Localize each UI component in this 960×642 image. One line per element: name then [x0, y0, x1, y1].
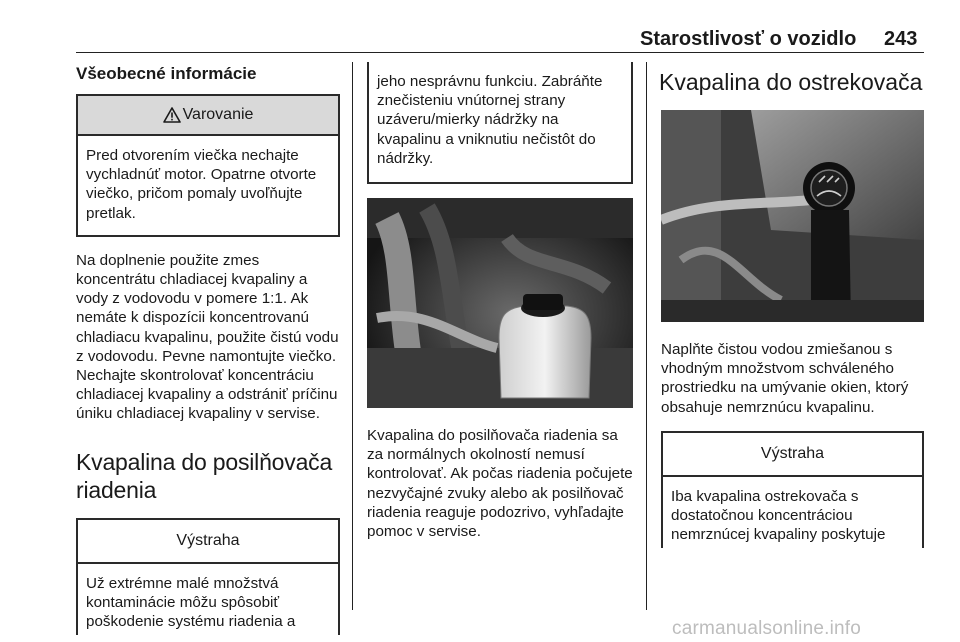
section-heading-washer-fluid: Kvapalina do ostrekovača	[659, 69, 923, 95]
column-divider-2	[646, 62, 647, 610]
watermark: carmanualsonline.info	[672, 618, 862, 639]
caution-box-washer-fluid	[661, 431, 924, 549]
column-divider-1	[352, 62, 353, 610]
power-steering-reservoir-photo	[367, 198, 633, 408]
caution-box-continuation-text: jeho nesprávnu funkciu. Zabráňte znečisteniu vnútornej strany uzáveru/mierky nádržky na kvapalinu a vniknutiu nečistôt do nádržky.	[377, 73, 603, 167]
warning-box-title: Varovanie	[182, 106, 254, 123]
page-number: 243	[884, 28, 918, 50]
warning-box-text: Pred otvorením viečka nechajte vychladnúť motor. Opatrne otvorte viečko, pričom pomaly uvoľňujte pretlak.	[86, 147, 317, 222]
caution-box-washer-header: Výstraha	[663, 433, 922, 477]
power-steering-paragraph: Kvapalina do posilňovača riadenia sa za normálnych okolností nemusí kontrolovať. Ak počas riadenia počujete nezvyčajné zvuky alebo ak posilňovač riadenia reaguje podozrivo, vyhľadajte pomoc v servise.	[367, 427, 633, 541]
washer-fluid-paragraph: Naplňte čistou vodou zmiešanou s vhodným množstvom schváleného prostriedku na umývanie okien, ktorý obsahuje nemrznúcu kvapalinu.	[661, 341, 909, 416]
page-title: Starostlivosť o vozidlo	[640, 28, 857, 50]
coolant-paragraph: Na doplnenie použite zmes koncentrátu chladiacej kvapaliny a vody z vodovodu v pomere 1:1. Ak nemáte k dispozícii koncentrovanú chladiacu kvapalinu, použite čistú vodu z vodovodu. Pevne namontujte viečko. Nechajte skontrolovať koncentráciu chladiacej kvapaliny a odstrániť príčinu úniku chladiacej kvapaliny v servise.	[76, 251, 339, 423]
section-heading-power-steering: Kvapalina do posilňovača riadenia	[76, 448, 333, 503]
warning-box	[76, 94, 340, 237]
header-rule	[76, 52, 924, 53]
washer-fluid-reservoir-photo	[661, 110, 924, 322]
column-2	[367, 62, 633, 541]
caution-box-text: Už extrémne malé množstvá kontaminácie môžu spôsobiť poškodenie systému riadenia a	[86, 574, 296, 631]
caution-box-header: Výstraha	[78, 520, 338, 564]
column-3	[661, 62, 924, 548]
caution-box-washer-text: Iba kvapalina ostrekovača s dostatočnou koncentráciou nemrznúcej kvapaliny poskytuje	[671, 487, 886, 544]
section-subheading: Všeobecné informácie	[76, 64, 257, 83]
warning-box-header	[78, 96, 338, 136]
caution-box-power-steering	[76, 518, 340, 636]
page-header	[0, 0, 960, 50]
warning-triangle-icon	[163, 107, 181, 123]
caution-box-continuation	[367, 62, 633, 184]
column-1	[76, 62, 340, 635]
